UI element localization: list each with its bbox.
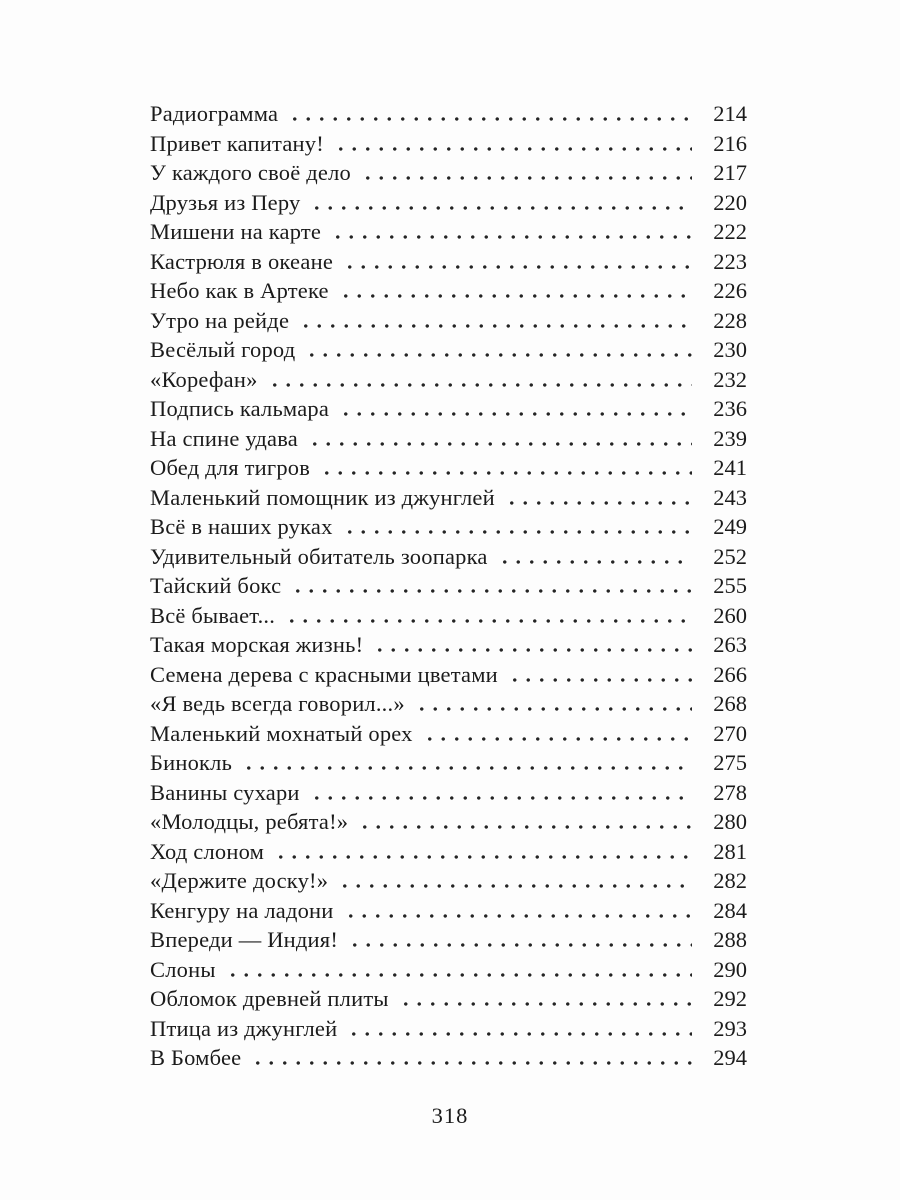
toc-entry — [150, 396, 747, 426]
dot-leader — [268, 383, 692, 387]
toc-entry-title: Маленький помощник из джунглей — [150, 484, 495, 510]
dot-leader — [291, 589, 692, 593]
toc-entry — [150, 514, 747, 544]
dot-leader — [305, 353, 692, 357]
toc-entry-page: 260 — [713, 602, 747, 628]
toc-entry-page: 243 — [713, 484, 747, 510]
dot-leader — [334, 147, 692, 151]
toc-entry-title: Небо как в Артеке — [150, 278, 329, 303]
toc-entry — [150, 927, 747, 957]
toc-entry-page: 268 — [713, 691, 747, 716]
toc-entry — [150, 839, 747, 869]
toc-entry-title: На спине удава — [150, 425, 298, 451]
toc-entry — [150, 721, 747, 751]
dot-leader — [226, 973, 692, 977]
toc-entry-page: 232 — [713, 366, 747, 392]
dot-leader — [308, 442, 692, 446]
toc-entry — [150, 868, 747, 898]
toc-entry — [150, 278, 747, 308]
toc-entry-page: 214 — [713, 101, 747, 126]
toc-entry-title: «Корефан» — [150, 366, 258, 392]
dot-leader — [242, 766, 692, 770]
dot-leader — [274, 855, 692, 859]
toc-entry — [150, 632, 747, 662]
toc-entry — [150, 1045, 747, 1075]
toc-entry-page: 228 — [713, 307, 747, 333]
toc-entry — [150, 780, 747, 810]
toc-entry-page: 249 — [713, 514, 747, 539]
toc-entry — [150, 662, 747, 692]
toc-entry-page: 216 — [713, 130, 747, 156]
toc-entry — [150, 573, 747, 603]
toc-entry-title: Ванины сухари — [150, 779, 300, 805]
page-number: 318 — [431, 1103, 469, 1128]
toc-entry-page: 280 — [713, 809, 747, 834]
toc-entry-page: 292 — [713, 986, 747, 1011]
toc-entry-page: 290 — [713, 956, 747, 982]
dot-leader — [285, 619, 692, 623]
dot-leader — [348, 943, 692, 947]
dot-leader — [344, 914, 692, 918]
toc-entry-title: Обломок древней плиты — [150, 986, 389, 1011]
dot-leader — [373, 648, 692, 652]
toc-entry-title: Бинокль — [150, 750, 233, 775]
toc-entry-title: Привет капитану! — [150, 130, 324, 156]
dot-leader — [343, 530, 692, 534]
dot-leader — [508, 678, 692, 682]
dot-leader — [343, 265, 692, 269]
dot-leader — [361, 176, 692, 180]
toc-entry — [150, 544, 747, 574]
toc-entry — [150, 691, 747, 721]
toc-entry-title: «Держите доску!» — [150, 868, 329, 893]
dot-leader — [310, 796, 692, 800]
toc-entry — [150, 455, 747, 485]
toc-entry-page: 266 — [713, 661, 747, 687]
toc-entry-title: Впереди — Индия! — [150, 927, 339, 952]
toc-entry — [150, 603, 747, 633]
toc-entry-page: 223 — [713, 248, 747, 274]
toc-entry — [150, 485, 747, 515]
toc-entry — [150, 249, 747, 279]
toc-entry-page: 239 — [713, 425, 747, 451]
toc-entry-page: 226 — [713, 278, 747, 303]
toc-entry-page: 293 — [713, 1015, 747, 1041]
toc-entry — [150, 1016, 747, 1046]
toc-entry — [150, 337, 747, 367]
toc-entry-title: Птица из джунглей — [150, 1015, 338, 1041]
toc-entry-page: 288 — [713, 927, 747, 952]
toc-entry — [150, 190, 747, 220]
toc-entry-title: Ход слоном — [150, 838, 265, 864]
toc-entry — [150, 308, 747, 338]
toc-entry — [150, 809, 747, 839]
toc-entry-page: 294 — [713, 1045, 747, 1070]
toc-entry — [150, 957, 747, 987]
dot-leader — [320, 471, 692, 475]
toc-entry-title: Маленький мохнатый орех — [150, 720, 413, 746]
toc-entry-page: 241 — [713, 455, 747, 480]
toc-entry-page: 275 — [713, 750, 747, 775]
toc-entry-title: Всё в наших руках — [150, 514, 333, 539]
dot-leader — [423, 737, 692, 741]
toc-entry — [150, 750, 747, 780]
dot-leader — [339, 412, 692, 416]
toc-entry-page: 281 — [713, 838, 747, 864]
toc-entry — [150, 426, 747, 456]
toc-entry — [150, 219, 747, 249]
table-of-contents — [150, 101, 747, 1075]
dot-leader — [251, 1061, 692, 1065]
toc-entry-title: «Я ведь всегда говорил...» — [150, 691, 405, 716]
toc-entry-title: Такая морская жизнь! — [150, 632, 364, 657]
toc-entry — [150, 986, 747, 1016]
toc-entry-title: Удивительный обитатель зоопарка — [150, 543, 488, 569]
dot-leader — [505, 501, 692, 505]
dot-leader — [415, 707, 692, 711]
toc-entry-title: Обед для тигров — [150, 455, 311, 480]
toc-entry-title: «Молодцы, ребята!» — [150, 809, 349, 834]
toc-entry — [150, 160, 747, 190]
toc-entry-page: 284 — [713, 897, 747, 923]
dot-leader — [310, 206, 692, 210]
toc-entry-title: Подпись кальмара — [150, 396, 330, 421]
toc-entry-page: 230 — [713, 337, 747, 362]
toc-entry — [150, 367, 747, 397]
toc-entry-page: 217 — [713, 160, 747, 185]
dot-leader — [338, 884, 692, 888]
toc-entry-page: 282 — [713, 868, 747, 893]
toc-entry — [150, 131, 747, 161]
toc-entry-page: 220 — [713, 189, 747, 215]
toc-entry — [150, 898, 747, 928]
toc-entry-title: Друзья из Перу — [150, 189, 301, 215]
toc-entry-title: В Бомбее — [150, 1045, 242, 1070]
dot-leader — [358, 825, 692, 829]
toc-entry-title: Весёлый город — [150, 337, 296, 362]
toc-entry-title: У каждого своё дело — [150, 160, 351, 185]
toc-entry-page: 278 — [713, 779, 747, 805]
dot-leader — [299, 324, 692, 328]
toc-entry-title: Утро на рейде — [150, 307, 290, 333]
toc-entry-title: Семена дерева с красными цветами — [150, 661, 498, 687]
toc-entry-title: Тайский бокс — [150, 573, 282, 598]
toc-entry-title: Кастрюля в океане — [150, 248, 334, 274]
dot-leader — [347, 1032, 692, 1036]
toc-entry-title: Всё бывает... — [150, 602, 276, 628]
toc-entry-page: 222 — [713, 219, 747, 244]
toc-entry — [150, 101, 747, 131]
dot-leader — [399, 1002, 692, 1006]
toc-entry-page: 252 — [713, 543, 747, 569]
toc-entry-page: 270 — [713, 720, 747, 746]
toc-entry-title: Слоны — [150, 956, 216, 982]
dot-leader — [288, 117, 692, 121]
toc-entry-title: Кенгуру на ладони — [150, 897, 334, 923]
toc-entry-page: 255 — [713, 573, 747, 598]
toc-entry-page: 236 — [713, 396, 747, 421]
toc-entry-title: Радиограмма — [150, 101, 279, 126]
toc-entry-page: 263 — [713, 632, 747, 657]
toc-entry-title: Мишени на карте — [150, 219, 322, 244]
dot-leader — [331, 235, 692, 239]
dot-leader — [498, 560, 692, 564]
dot-leader — [339, 294, 692, 298]
